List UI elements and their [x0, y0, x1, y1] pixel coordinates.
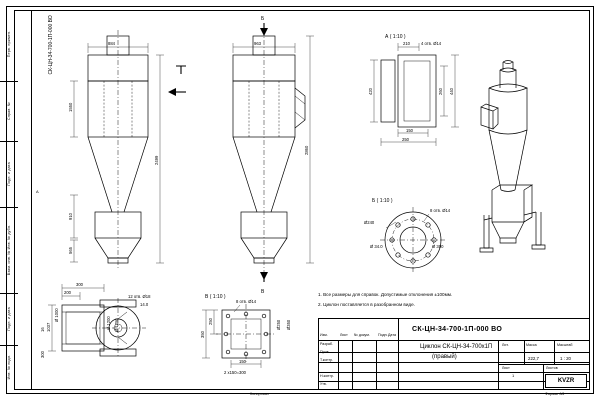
svg-text:8 отв. Ø14: 8 отв. Ø14: [430, 208, 451, 213]
svg-text:Ø 1250: Ø 1250: [114, 318, 119, 332]
svg-text:4 отв. Ø14: 4 отв. Ø14: [421, 41, 442, 46]
svg-text:2499: 2499: [154, 155, 159, 165]
row-tkontr: Т.контр.: [320, 358, 334, 362]
svg-text:300: 300: [76, 282, 83, 287]
svg-text:1037: 1037: [46, 322, 51, 332]
mass-label: Масса: [526, 343, 537, 347]
col-data: Дата: [388, 333, 396, 337]
svg-text:Б: Б: [261, 16, 265, 22]
svg-text:В: В: [261, 289, 265, 295]
svg-text:2860: 2860: [304, 145, 309, 155]
lit-label: Лит.: [502, 343, 509, 347]
svg-text:250: 250: [208, 318, 213, 325]
row-nkontr: Н.контр.: [320, 374, 334, 378]
svg-text:884: 884: [108, 41, 115, 46]
sheets-label: Листов: [546, 366, 558, 370]
svg-text:Ø 300: Ø 300: [432, 244, 444, 249]
svg-text:910: 910: [68, 213, 73, 220]
svg-text:В ( 1:10 ): В ( 1:10 ): [205, 294, 226, 300]
row-prov: Пров.: [320, 350, 330, 354]
svg-text:Ø 34.0: Ø 34.0: [370, 244, 383, 249]
format-label: Формат A3: [545, 392, 565, 396]
svg-text:200: 200: [64, 290, 71, 295]
svg-text:150: 150: [239, 359, 246, 364]
svg-text:300: 300: [40, 351, 45, 358]
svg-text:420: 420: [368, 88, 373, 95]
svg-text:210: 210: [403, 41, 410, 46]
svg-text:Ø350: Ø350: [286, 319, 291, 330]
note-line-1: 1. Все размеры для справок. Допустимые отклонения ±100мм.: [318, 292, 453, 297]
svg-text:250: 250: [402, 137, 409, 142]
title-main: Циклон СК-ЦН-34-700х1П: [420, 344, 493, 350]
strip-label-5: Инв. № подл.: [7, 354, 11, 380]
col-podp: Подп.: [378, 333, 388, 337]
svg-text:Ø 1200: Ø 1200: [106, 316, 111, 330]
kopiroval-label: Копировал: [250, 392, 270, 396]
svg-text:565: 565: [68, 247, 73, 254]
strip-label-3: Взам. инв. № Инв. № дубл.: [7, 224, 11, 276]
svg-text:260: 260: [438, 88, 443, 95]
strip-label-4: Подп. и дата: [7, 307, 11, 331]
frame-mark-a: А: [36, 189, 39, 194]
svg-text:16: 16: [40, 327, 45, 332]
company-logo-text: KVZR: [557, 378, 575, 384]
svg-text:1550: 1550: [68, 102, 73, 112]
col-dokum: № докум.: [354, 333, 370, 337]
row-utv: Утв.: [320, 382, 327, 386]
note-line-2: 2. Циклон поставляется в разобранном виде.: [318, 302, 415, 307]
mass-value: 222,7: [528, 356, 539, 361]
strip-label-0: Перв. примен.: [7, 30, 11, 58]
strip-label-1: Справ. №: [7, 102, 11, 120]
svg-text:А ( 1:10 ): А ( 1:10 ): [385, 34, 406, 40]
svg-text:350: 350: [200, 331, 205, 338]
svg-text:14.0: 14.0: [140, 302, 149, 307]
title-designation: СК-ЦН-34-700-1П-000 ВО: [412, 326, 503, 333]
svg-text:12 отв. Ø18: 12 отв. Ø18: [128, 294, 151, 299]
company-logo: [545, 374, 587, 388]
row-razrab: Разраб.: [320, 342, 333, 346]
strip-label-2: Подп. и дата: [7, 162, 11, 186]
designation-top: СК-ЦН-34-700-1П-000 ВО: [48, 15, 55, 75]
col-list: Лист: [340, 333, 348, 337]
svg-text:440: 440: [449, 88, 454, 95]
sheet-label: Лист: [502, 366, 510, 370]
title-sub: (правый): [432, 354, 457, 360]
svg-text:2 x150=300: 2 x150=300: [224, 370, 247, 375]
svg-text:Ø240: Ø240: [364, 220, 375, 225]
svg-text:150: 150: [406, 128, 413, 133]
svg-text:Ø 1000: Ø 1000: [54, 308, 59, 322]
svg-text:Б ( 1:10 ): Б ( 1:10 ): [372, 198, 393, 204]
svg-text:963: 963: [254, 41, 261, 46]
sheet-value: 1: [512, 373, 515, 378]
scale-label: Масштаб: [557, 343, 573, 347]
svg-text:Ø250: Ø250: [276, 319, 281, 330]
svg-text:8 отв. Ø14: 8 отв. Ø14: [236, 299, 257, 304]
col-izm: Изм.: [320, 333, 328, 337]
scale-value: 1 : 20: [560, 356, 571, 361]
